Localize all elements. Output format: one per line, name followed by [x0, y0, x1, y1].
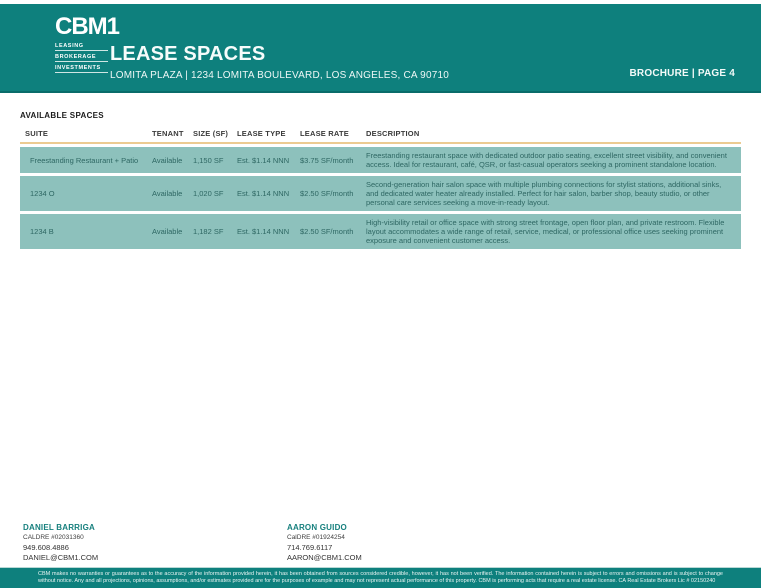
cell-description: Freestanding restaurant space with dedicated outdoor patio seating, excellent street visibility, and convenient access. Ideal for restaurant, café, QSR, or fast-casual operators seeking a prominent standalone location.: [366, 151, 727, 169]
disclaimer-text: CBM makes no warranties or guarantees as to the accuracy of the information provided herein, it has been obtained from sources considered credible, however, it has not been verified. The information contained herein is subject to errors and omissions and is subject to change without notice. Any and all projections, opinions, assumptions, and/or estimates provided are for the purposes of example and may not represent actual performance of this property. CBM is performing acts that require a real estate license. CA Real Estate Brokers Lic # 02150240: [38, 571, 723, 584]
column-header-suite: SUITE: [25, 129, 49, 138]
cell-size: 1,182 SF: [193, 227, 224, 236]
available-spaces-section: [20, 111, 741, 249]
section-title: AVAILABLE SPACES: [20, 111, 104, 120]
column-header-lease-type: LEASE TYPE: [237, 129, 286, 138]
column-header-size: SIZE (SF): [193, 129, 229, 138]
cell-suite: 1234 O: [30, 189, 55, 198]
page-title: LEASE SPACES: [110, 43, 266, 65]
logo-line-investments: INVESTMENTS: [55, 62, 108, 73]
cell-tenant: Available: [152, 227, 183, 236]
cell-lease-rate: $2.50 SF/month: [300, 227, 354, 236]
cell-lease-type: Est. $1.14 NNN: [237, 227, 290, 236]
table-header-row: [20, 129, 741, 144]
contact-email: AARON@CBM1.COM: [287, 552, 362, 562]
contact-email: DANIEL@CBM1.COM: [23, 552, 99, 562]
contact-phone: 714.769.6117: [287, 543, 333, 552]
contact-phone: 949.608.4886: [23, 543, 69, 552]
property-address: LOMITA PLAZA | 1234 LOMITA BOULEVARD, LOS ANGELES, CA 90710: [110, 70, 449, 81]
logo-brand-text: CBM1: [55, 13, 120, 40]
cell-description: Second-generation hair salon space with multiple plumbing connections for stylist stations, additional sinks, and dedicated water heater already installed. Perfect for hair salon, barber shop, beauty studio, or other personal care services seeking a move-in-ready layout.: [366, 180, 722, 207]
table-row: [20, 147, 741, 173]
logo-line-brokerage: BROKERAGE: [55, 51, 108, 62]
contact-card-daniel-barriga: [23, 523, 253, 562]
cell-size: 1,150 SF: [193, 155, 224, 165]
contact-license: CALDRE #02031360: [23, 534, 84, 541]
cell-lease-type: Est. $1.14 NNN: [237, 155, 290, 165]
column-header-tenant: TENANT: [152, 129, 184, 138]
table-row: [20, 214, 741, 249]
header-title-block: [110, 42, 449, 81]
cell-suite: Freestanding Restaurant + Patio: [30, 155, 139, 165]
header-banner: [0, 4, 761, 93]
column-header-lease-rate: LEASE RATE: [300, 129, 349, 138]
cell-lease-type: Est. $1.14 NNN: [237, 189, 290, 198]
cell-tenant: Available: [152, 189, 183, 198]
contact-license: CalDRE #01924254: [287, 534, 345, 541]
contact-card-aaron-guido: [287, 523, 517, 562]
cell-size: 1,020 SF: [193, 189, 224, 198]
logo-line-leasing: LEASING: [55, 40, 108, 51]
contact-name: DANIEL BARRIGA: [23, 523, 95, 532]
cell-description: High-visibility retail or office space with strong street frontage, open floor plan, and private restroom. Flexible layout accommodates a wide range of retail, service, medical, or professional office uses seeking prominent exposure and convenient customer access.: [366, 218, 725, 245]
column-header-description: DESCRIPTION: [366, 129, 420, 138]
table-row: [20, 176, 741, 211]
cbm1-logo: [55, 13, 120, 73]
cell-suite: 1234 B: [30, 227, 54, 236]
cell-lease-rate: $3.75 SF/month: [300, 155, 354, 165]
contact-name: AARON GUIDO: [287, 523, 347, 532]
disclaimer-bar: [0, 567, 761, 588]
cell-lease-rate: $2.50 SF/month: [300, 189, 354, 198]
cell-tenant: Available: [152, 155, 183, 165]
brochure-page-number: BROCHURE | PAGE 4: [629, 68, 735, 79]
